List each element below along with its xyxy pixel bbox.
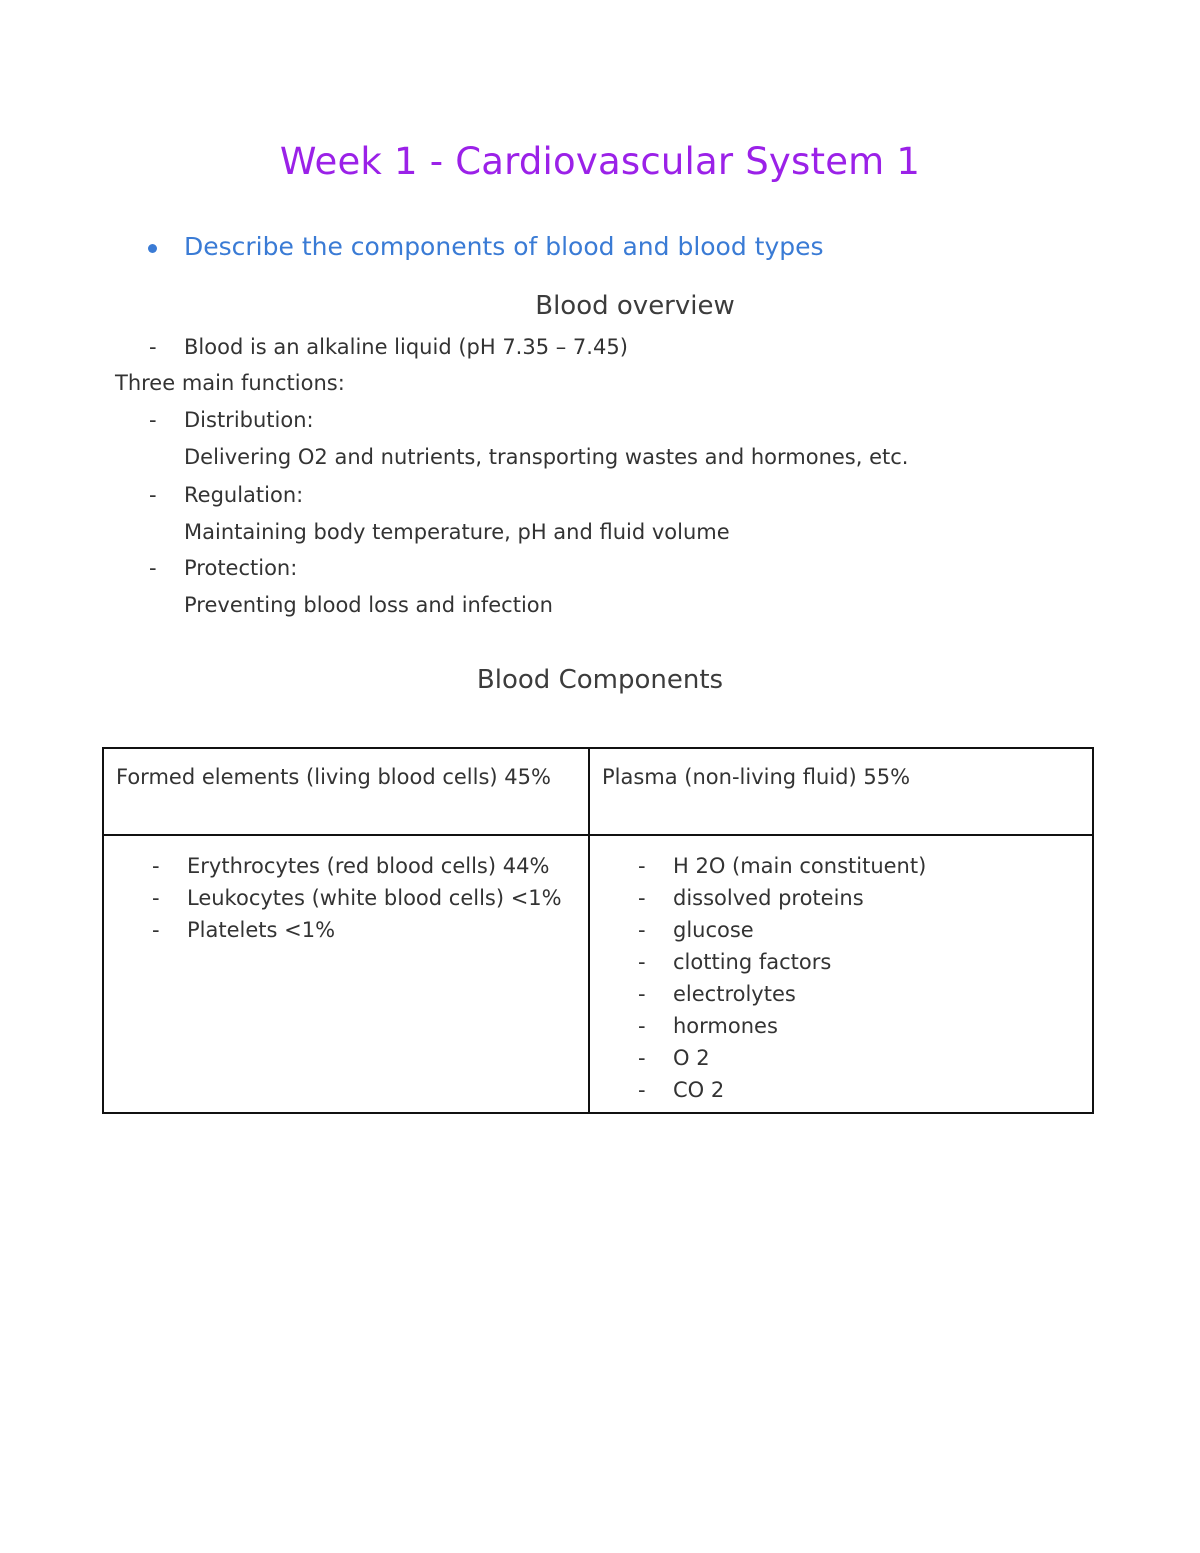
page-title: Week 1 - Cardiovascular System 1	[279, 140, 921, 183]
formed-elements-list	[104, 836, 588, 946]
list-item: - CO 2	[590, 1074, 1092, 1106]
section-heading-overview: Blood overview	[535, 291, 735, 321]
list-item: - hormones	[590, 1010, 1092, 1042]
list-item: - Leukocytes (white blood cells) <1%	[104, 882, 588, 914]
blood-components-table	[102, 747, 1094, 1114]
formed-elements-header-cell	[103, 748, 589, 835]
function-detail-regulation: Maintaining body temperature, pH and fluid volume	[184, 520, 730, 544]
objective-text: Describe the components of blood and blood types	[184, 232, 824, 261]
function-label-protection: Protection:	[184, 556, 298, 580]
list-item: - glucose	[590, 914, 1092, 946]
formed-elements-header: Formed elements (living blood cells) 45%	[116, 765, 551, 789]
functions-intro: Three main functions:	[115, 371, 345, 395]
plasma-header: Plasma (non-living fluid) 55%	[602, 765, 911, 789]
bullet-icon	[148, 244, 157, 253]
function-label-distribution: Distribution:	[184, 408, 314, 432]
dash-marker: -	[149, 408, 157, 432]
list-item: - H 2O (main constituent)	[590, 850, 1092, 882]
learning-objective	[148, 232, 824, 261]
formed-elements-cell	[103, 835, 589, 1113]
dash-marker: -	[149, 483, 157, 507]
plasma-header-cell	[589, 748, 1093, 835]
list-item: - O 2	[590, 1042, 1092, 1074]
section-heading-components: Blood Components	[476, 665, 724, 695]
list-item: - dissolved proteins	[590, 882, 1092, 914]
dash-marker: -	[149, 556, 157, 580]
table-header-row	[103, 748, 1093, 835]
function-label-regulation: Regulation:	[184, 483, 304, 507]
plasma-list	[590, 836, 1092, 1106]
list-item: - Erythrocytes (red blood cells) 44%	[104, 850, 588, 882]
plasma-cell	[589, 835, 1093, 1113]
list-item: - electrolytes	[590, 978, 1092, 1010]
table-body-row	[103, 835, 1093, 1113]
dash-marker: -	[149, 335, 157, 359]
function-detail-protection: Preventing blood loss and infection	[184, 593, 553, 617]
ph-line: Blood is an alkaline liquid (pH 7.35 – 7.45)	[184, 335, 628, 359]
list-item: - clotting factors	[590, 946, 1092, 978]
function-detail-distribution: Delivering O2 and nutrients, transporting wastes and hormones, etc.	[184, 445, 909, 469]
list-item: - Platelets <1%	[104, 914, 588, 946]
